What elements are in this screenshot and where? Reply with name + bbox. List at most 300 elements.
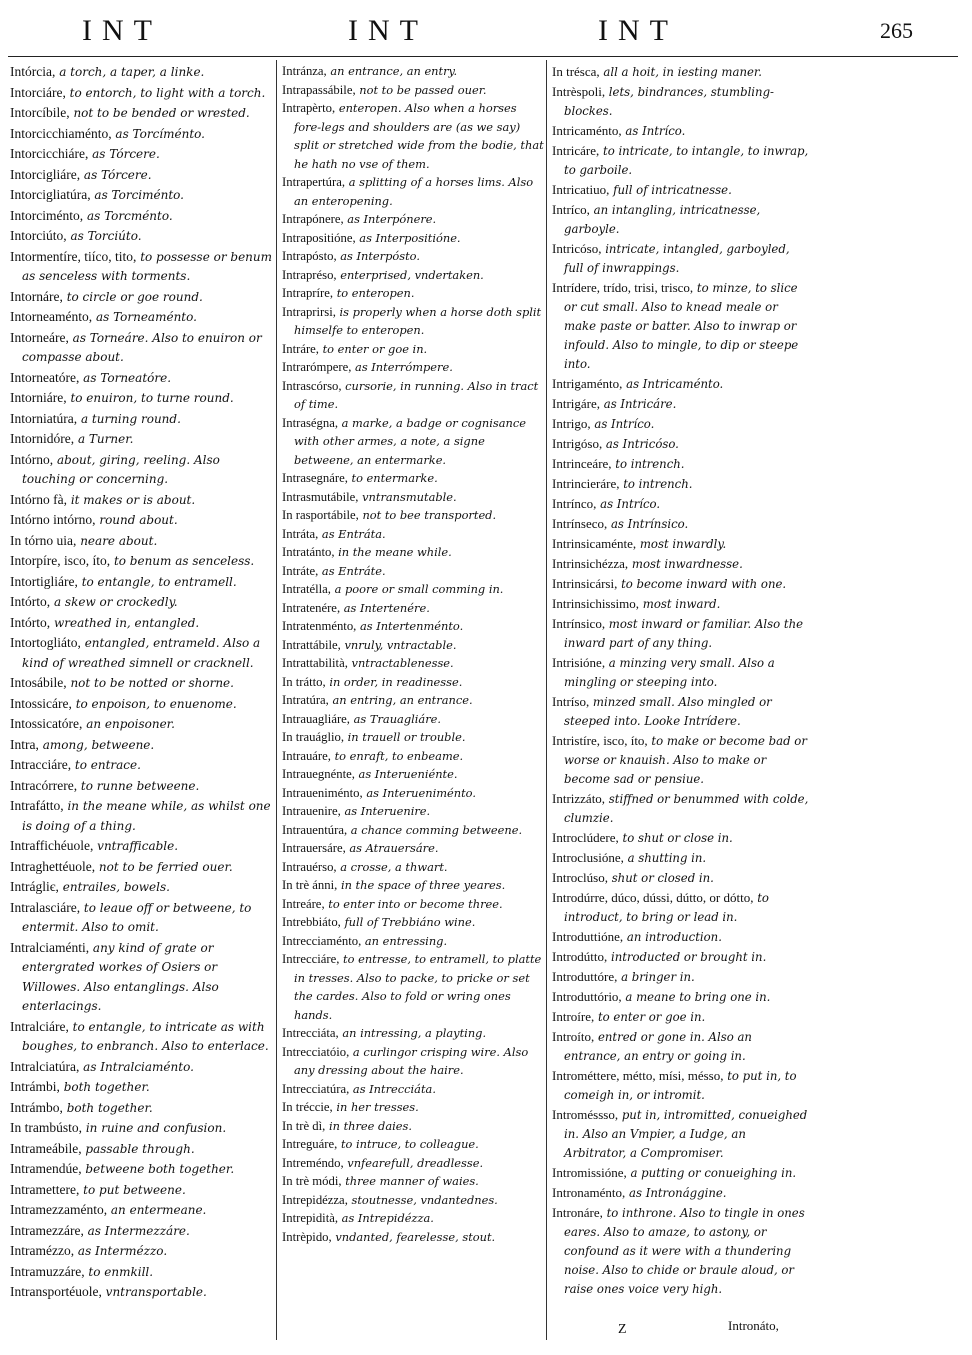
entry-definition: to enter or goe in. <box>322 341 428 356</box>
entry-definition: to enmkill. <box>88 1264 154 1279</box>
entry-headword: Intórto, <box>10 614 51 630</box>
dictionary-entry <box>552 987 810 1007</box>
entry-definition: a curlingor crisping wire. Also any dressing about the haire. <box>294 1044 529 1077</box>
entry-definition: a bringer in. <box>621 970 695 984</box>
entry-headword: Intrasmutábile, <box>282 489 359 504</box>
entry-definition: to intruce, to colleague. <box>340 1137 479 1151</box>
entry-headword: Intráre, <box>282 341 319 356</box>
entry-definition: vndanted, fearelesse, stout. <box>335 1229 496 1244</box>
dictionary-entry <box>10 1017 272 1057</box>
entry-definition: as Trauagliáre. <box>353 711 442 726</box>
entry-definition: to enraft, to enbeame. <box>334 748 464 763</box>
entry-definition: all a hoit, in iesting maner. <box>603 65 762 79</box>
dictionary-entry <box>552 614 810 653</box>
entry-headword: Intrepidità, <box>282 1211 339 1225</box>
entry-definition: in three daies. <box>328 1118 412 1133</box>
entry-definition: as Torcíménto. <box>115 126 205 141</box>
entry-definition: as Intríco. <box>600 497 661 511</box>
entry-definition: as Interueniménto. <box>366 785 476 800</box>
dictionary-entry <box>10 796 272 836</box>
dictionary-entry <box>10 1180 272 1201</box>
entry-definition: to runne betweene. <box>80 778 200 793</box>
dictionary-entry <box>10 450 272 490</box>
entry-headword: Intratúra, <box>282 693 329 707</box>
column-2 <box>282 62 544 1246</box>
entry-headword: Intrigaménto, <box>552 376 623 391</box>
entry-headword: Intratélla, <box>282 582 331 596</box>
dictionary-entry <box>552 494 810 514</box>
entry-headword: Introduttióne, <box>552 929 624 944</box>
dictionary-entry <box>10 938 272 1017</box>
dictionary-entry <box>10 62 272 83</box>
page-header <box>0 0 972 58</box>
entry-definition: vntrafficable. <box>97 839 179 853</box>
entry-headword: Intraghettéuole, <box>10 858 96 874</box>
entry-definition: enterprised, vndertaken. <box>340 267 484 282</box>
dictionary-entry <box>10 307 272 328</box>
entry-headword: Intossicáre, <box>10 695 72 711</box>
entry-definition: as Torneaménto. <box>95 310 197 324</box>
dictionary-entry <box>552 434 810 454</box>
dictionary-entry <box>282 728 544 747</box>
entry-headword: Intraprirsi, <box>282 304 336 319</box>
dictionary-entry <box>282 377 544 414</box>
entry-definition: entred or gone in. Also an entrance, an entry or going in. <box>564 1030 752 1063</box>
entry-headword: Intraueniménto, <box>282 785 363 800</box>
dictionary-entry <box>282 62 544 81</box>
entry-definition: as Interueniénte. <box>358 767 458 781</box>
dictionary-entry <box>552 1027 810 1066</box>
dictionary-entry <box>10 247 272 287</box>
entry-headword: Intra, <box>10 736 39 752</box>
entry-headword: Intrecciatóio, <box>282 1044 350 1059</box>
entry-definition: to introduct, to bring or lead in. <box>564 891 769 924</box>
entry-definition: a Turner. <box>77 432 134 446</box>
entry-definition: to put in, to comeigh in, or intromit. <box>564 1069 797 1102</box>
entry-definition: betweene both together. <box>85 1162 235 1176</box>
entry-headword: Intortogliáto, <box>10 635 81 650</box>
entry-definition: as Interpónere. <box>347 212 437 226</box>
entry-definition: a poore or small comming in. <box>334 582 504 596</box>
entry-headword: Intrapónere, <box>282 212 344 226</box>
entry-headword: Intrarómpere, <box>282 360 352 374</box>
entry-definition: to make or become bad or worse or knauish. Also to make or become sad or pensiue. <box>564 734 807 786</box>
dictionary-entry <box>282 821 544 840</box>
dictionary-entry <box>10 714 272 735</box>
entry-definition: most inwardly. <box>639 537 727 551</box>
entry-definition: about, giring, reeling. Also touching or concerning. <box>22 452 220 486</box>
entry-definition: entrailes, bowels. <box>62 880 170 894</box>
entry-headword: Intorneaménto, <box>10 309 93 324</box>
entry-headword: Intrizzáto, <box>552 791 606 806</box>
entry-headword: Intorneatóre, <box>10 369 80 385</box>
entry-definition: as Torciúto. <box>70 229 142 243</box>
entry-definition: to entorch, to light with a torch. <box>69 85 266 100</box>
entry-headword: Intrínco, <box>552 496 597 511</box>
entry-definition: as Intricáre. <box>603 397 677 411</box>
entry-definition: an intangling, intricatnesse, garboyle. <box>564 203 761 236</box>
entry-definition: as Interpósto. <box>340 249 420 263</box>
entry-definition: to entangle, to entramell. <box>81 574 237 589</box>
dictionary-entry <box>552 278 810 374</box>
signature-mark: Z <box>618 1322 627 1337</box>
entry-definition: to leaue off or betweene, to entermit. Also to omit. <box>22 900 252 934</box>
dictionary-entry <box>282 673 544 692</box>
entry-definition: both together. <box>63 1080 150 1094</box>
entry-headword: Intrecciáre, <box>282 952 340 966</box>
entry-definition: as Intertenménto. <box>359 619 464 633</box>
dictionary-entry <box>552 1163 810 1183</box>
dictionary-entry <box>552 62 810 82</box>
entry-definition: to intrench. <box>615 457 685 471</box>
entry-definition: a minzing very small. Also a mingling or steeping into. <box>564 656 775 689</box>
entry-definition: an entring, an entrance. <box>332 693 473 707</box>
entry-definition: in the meane while, as whilst one is doing of a thing. <box>22 799 271 833</box>
entry-headword: Intrascórso, <box>282 378 342 393</box>
dictionary-entry <box>282 858 544 877</box>
dictionary-entry <box>282 691 544 710</box>
dictionary-entry <box>10 1057 272 1078</box>
entry-headword: Intratánto, <box>282 545 335 559</box>
entry-headword: Intrecciaménto, <box>282 933 362 948</box>
dictionary-entry <box>282 1024 544 1043</box>
dictionary-entry <box>552 848 810 868</box>
entry-definition: as Torcménto. <box>86 208 173 223</box>
entry-headword: Intortigliáre, <box>10 573 78 589</box>
entry-headword: Intrágliє, <box>10 879 59 894</box>
entry-headword: Intríco, <box>552 202 590 217</box>
entry-headword: Intorciménto, <box>10 207 84 223</box>
entry-headword: Intrauentúra, <box>282 822 348 837</box>
entry-headword: Intrapósto, <box>282 249 337 263</box>
entry-headword: Intrapertúra, <box>282 175 346 189</box>
entry-headword: In trésca, <box>552 64 600 79</box>
entry-headword: Intralciatúra, <box>10 1058 80 1074</box>
entry-headword: Intrigáre, <box>552 396 601 411</box>
entry-definition: vnruly, vntractable. <box>344 637 457 652</box>
dictionary-entry <box>10 877 272 898</box>
entry-headword: Intrecciatúra, <box>282 1081 350 1096</box>
entry-headword: Intricaménto, <box>552 123 622 138</box>
entry-definition: passable through. <box>85 1141 195 1156</box>
entry-definition: three manner of waies. <box>345 1174 479 1188</box>
column-1 <box>10 62 272 1303</box>
entry-headword: In trauáglio, <box>282 730 345 744</box>
entry-definition: to inthrone. Also to tingle in ones eares. Also to amaze, to astony, or confound as it were with a thundering noise. Also to chide or braule aloud, or raise ones voice very high. <box>564 1206 805 1296</box>
entry-headword: Intrámbi, <box>10 1079 60 1094</box>
dictionary-entry <box>552 574 810 594</box>
entry-definition: a torch, a taper, a linke. <box>59 65 205 79</box>
entry-headword: Intransportéuole, <box>10 1284 102 1299</box>
entry-headword: Intórno fà, <box>10 491 67 507</box>
entry-definition: in ruine and confusion. <box>85 1121 227 1135</box>
dictionary-entry <box>282 932 544 951</box>
entry-headword: Intrisióne, <box>552 655 606 670</box>
entry-headword: Intrámbo, <box>10 1099 63 1115</box>
entry-definition: among, betweene. <box>42 737 155 752</box>
entry-headword: Intrínseco, <box>552 516 608 531</box>
entry-headword: Intrèpido, <box>282 1229 332 1244</box>
entry-headword: Intrauagliáre, <box>282 711 350 726</box>
entry-definition: an entressing. <box>364 933 448 948</box>
dictionary-entry <box>282 580 544 599</box>
entry-headword: In trátto, <box>282 674 326 689</box>
entry-definition: to put betweene. <box>83 1182 186 1197</box>
dictionary-entry <box>10 592 272 613</box>
entry-headword: Introduttório, <box>552 989 622 1004</box>
entry-headword: Intorcigliáre, <box>10 166 81 182</box>
entry-definition: to minze, to slice or cut small. Also to knead meale or make paste or batter. Also to inwrap or infould. Also to mingle, to dip or steepe into. <box>564 281 799 371</box>
entry-headword: Intromissióne, <box>552 1165 627 1180</box>
dictionary-entry <box>282 266 544 285</box>
entry-definition: to benum as senceless. <box>113 554 255 568</box>
entry-definition: introducted or brought in. <box>610 950 767 964</box>
dictionary-entry <box>552 692 810 731</box>
entry-definition: as Intertenére. <box>343 600 430 615</box>
entry-headword: Intracórrere, <box>10 777 78 793</box>
entry-headword: Intornáre, <box>10 288 63 304</box>
entry-definition: a shutting in. <box>627 851 707 865</box>
entry-headword: Intrínsico, <box>552 616 606 631</box>
dictionary-entry <box>282 654 544 673</box>
dictionary-entry <box>282 950 544 1024</box>
dictionary-entry <box>282 173 544 210</box>
entry-headword: Introclusióne, <box>552 850 624 865</box>
column-divider-1 <box>276 60 277 1340</box>
entry-definition: to intrench. <box>623 477 693 491</box>
dictionary-entry <box>282 1154 544 1173</box>
entry-headword: Intórno, <box>10 451 54 467</box>
dictionary-entry <box>552 474 810 494</box>
entry-headword: Intrecciáta, <box>282 1026 339 1040</box>
entry-headword: Intráte, <box>282 563 319 578</box>
entry-headword: Introméssso, <box>552 1107 619 1122</box>
entry-definition: as Intrepidézza. <box>341 1211 434 1225</box>
entry-headword: Intralciaménti, <box>10 939 90 955</box>
dictionary-entry <box>552 653 810 692</box>
dictionary-entry <box>282 99 544 173</box>
dictionary-entry <box>552 1105 810 1163</box>
entry-headword: Intríso, <box>552 694 590 709</box>
entry-headword: Intórno intórno, <box>10 512 96 527</box>
entry-headword: Intrinsichissimo, <box>552 596 640 611</box>
entry-headword: Introdúrre, dúco, dússi, dútto, or dótto, <box>552 890 754 905</box>
entry-definition: to shut or close in. <box>622 831 733 845</box>
entry-headword: Intormentíre, tiíco, tito, <box>10 248 137 264</box>
entry-headword: Intorpíre, isco, íto, <box>10 553 111 568</box>
entry-headword: Intraségna, <box>282 415 339 430</box>
dictionary-entry <box>10 898 272 938</box>
dictionary-entry <box>552 374 810 394</box>
dictionary-entry <box>282 1172 544 1191</box>
entry-definition: vntransmutable. <box>362 489 457 504</box>
entry-headword: Intorniáre, <box>10 390 67 405</box>
dictionary-entry <box>552 1007 810 1027</box>
entry-definition: in the space of three yeares. <box>340 878 506 892</box>
dictionary-entry <box>10 144 272 165</box>
entry-definition: to enteropen. <box>336 286 415 300</box>
dictionary-entry <box>10 490 272 511</box>
dictionary-entry <box>10 226 272 247</box>
entry-headword: Intramettere, <box>10 1181 80 1197</box>
entry-headword: In trè dì, <box>282 1118 326 1133</box>
entry-headword: Intramézzo, <box>10 1243 75 1258</box>
entry-definition: enteropen. Also when a horses fore-legs and shoulders are (as we say) split or stretched wide from the bodie, that he hath no vse of them. <box>294 101 544 171</box>
entry-definition: as Interpositióne. <box>359 230 461 245</box>
entry-headword: Intosábile, <box>10 675 67 690</box>
dictionary-entry <box>282 1098 544 1117</box>
dictionary-entry <box>282 802 544 821</box>
entry-definition: not to be passed ouer. <box>359 82 487 97</box>
entry-definition: a turning round. <box>80 411 181 426</box>
dictionary-entry <box>552 1066 810 1105</box>
entry-definition: stoutnesse, vndantednes. <box>351 1192 498 1207</box>
entry-definition: vntransportable. <box>105 1285 207 1299</box>
entry-definition: to entangle, to intricate as with boughes, to enbranch. Also to enterlace. <box>22 1019 269 1053</box>
entry-definition: in trauell or trouble. <box>347 730 466 744</box>
entry-headword: In trambústo, <box>10 1120 82 1135</box>
entry-definition: in her tresses. <box>336 1100 419 1114</box>
entry-headword: Intrattábile, <box>282 637 341 652</box>
dictionary-entry <box>10 572 272 593</box>
entry-headword: Intraffichéuole, <box>10 838 94 853</box>
dictionary-entry <box>552 514 810 534</box>
entry-headword: Intracciáre, <box>10 757 72 772</box>
dictionary-entry <box>552 789 810 828</box>
column-3 <box>552 62 810 1299</box>
entry-definition: as Torciménto. <box>94 188 184 202</box>
dictionary-entry <box>10 673 272 694</box>
entry-definition: to circle or goe round. <box>66 289 203 304</box>
dictionary-entry <box>10 429 272 450</box>
entry-headword: Introméttere, métto, mísi, mésso, <box>552 1068 724 1083</box>
entry-definition: to become inward with one. <box>621 577 787 591</box>
dictionary-entry <box>282 1043 544 1080</box>
entry-definition: most inward or familiar. Also the inward part of any thing. <box>564 617 804 650</box>
dictionary-entry <box>10 735 272 756</box>
entry-definition: intricate, intangled, garboyled, full of inwrappings. <box>564 242 790 275</box>
entry-definition: to entermarke. <box>351 471 438 485</box>
entry-headword: Intrebbiáto, <box>282 915 341 929</box>
entry-definition: stiffned or benummed with colde, clumzie. <box>564 792 809 825</box>
entry-headword: Intristíre, isco, íto, <box>552 733 648 748</box>
entry-definition: to enter into or become three. <box>328 896 503 911</box>
entry-definition: an enpoisoner. <box>86 717 175 731</box>
entry-headword: Intrapassábile, <box>282 82 356 97</box>
entry-headword: Intricatiuo, <box>552 182 610 197</box>
entry-headword: Intránza, <box>282 64 327 78</box>
entry-definition: as Tórcere. <box>83 167 152 182</box>
entry-headword: Intrinsichézza, <box>552 556 629 571</box>
entry-definition: not to be notted or shorne. <box>70 676 234 690</box>
entry-headword: Intrapèrto, <box>282 101 336 115</box>
dictionary-entry <box>10 613 272 634</box>
dictionary-entry <box>282 284 544 303</box>
entry-definition: a crosse, a thwart. <box>340 859 448 874</box>
entry-headword: Intralasciáre, <box>10 899 81 915</box>
entry-definition: not to be bended or wrested. <box>73 106 250 120</box>
dictionary-entry <box>10 124 272 145</box>
entry-definition: cursorie, in running. Also in tract of time. <box>294 378 539 411</box>
dictionary-entry <box>282 765 544 784</box>
dictionary-entry <box>10 83 272 104</box>
entry-headword: Introduttóre, <box>552 969 618 984</box>
entry-definition: as Intronággine. <box>629 1186 727 1200</box>
entry-headword: Intorciúto, <box>10 228 67 243</box>
dictionary-entry <box>552 141 810 180</box>
dictionary-entry <box>552 534 810 554</box>
dictionary-entry <box>552 180 810 200</box>
dictionary-entry <box>10 1159 272 1180</box>
dictionary-entry <box>282 599 544 618</box>
entry-definition: as Torneatóre. <box>83 370 172 385</box>
entry-headword: Intrepidézza, <box>282 1192 348 1207</box>
dictionary-entry <box>10 633 272 673</box>
dictionary-entry <box>552 414 810 434</box>
entry-definition: both together. <box>66 1100 153 1115</box>
dictionary-entry <box>10 1262 272 1283</box>
dictionary-entry <box>552 888 810 927</box>
entry-headword: Intrigo, <box>552 416 591 431</box>
entry-definition: not to be ferried ouer. <box>98 859 233 874</box>
column-divider-2 <box>546 60 547 1340</box>
entry-headword: Introclúso, <box>552 870 608 885</box>
entry-definition: as Intricaménto. <box>626 377 724 391</box>
entry-headword: Intrattabilità, <box>282 656 348 670</box>
dictionary-entry <box>282 414 544 470</box>
entry-headword: Intorniatúra, <box>10 410 78 426</box>
entry-definition: as Intrecciáta. <box>352 1081 436 1096</box>
dictionary-entry <box>282 895 544 914</box>
entry-headword: Intorcicchiaménto, <box>10 125 112 141</box>
entry-definition: a putting or conueighing in. <box>630 1166 797 1180</box>
entry-headword: Intronaménto, <box>552 1185 626 1200</box>
entry-headword: Introíre, <box>552 1009 595 1024</box>
dictionary-entry <box>282 1117 544 1136</box>
dictionary-entry <box>10 165 272 186</box>
entry-headword: Intornidóre, <box>10 431 75 446</box>
dictionary-entry <box>10 328 272 368</box>
entry-definition: minzed small. Also mingled or steeped into. Looke Intrídere. <box>564 695 772 728</box>
dictionary-entry <box>10 1282 272 1303</box>
header-rule <box>8 56 958 57</box>
dictionary-entry <box>552 868 810 888</box>
dictionary-entry <box>10 1118 272 1139</box>
dictionary-entry <box>10 694 272 715</box>
dictionary-entry <box>552 554 810 574</box>
entry-headword: Intórcia, <box>10 64 56 79</box>
entry-definition: to intricate, to intangle, to inwrap, to garboile. <box>564 144 809 177</box>
dictionary-entry <box>282 358 544 377</box>
dictionary-entry <box>282 247 544 266</box>
entry-headword: Intrauegnénte, <box>282 767 355 781</box>
entry-definition: to possesse or benum as senceless with torments. <box>22 249 272 283</box>
dictionary-entry <box>282 784 544 803</box>
running-head-center: INT <box>348 14 428 47</box>
entry-headword: Intronáre, <box>552 1205 603 1220</box>
dictionary-entry <box>282 617 544 636</box>
entry-definition: a chance comming betweene. <box>350 822 523 837</box>
dictionary-entry <box>282 839 544 858</box>
dictionary-entry <box>282 747 544 766</box>
dictionary-entry <box>552 828 810 848</box>
dictionary-entry <box>282 913 544 932</box>
entry-headword: Intrauáre, <box>282 748 331 763</box>
entry-headword: Intrapositióne, <box>282 230 356 245</box>
entry-headword: Intorcicchiáre, <box>10 146 89 161</box>
entry-headword: Introdútto, <box>552 949 608 964</box>
dictionary-entry <box>552 731 810 789</box>
